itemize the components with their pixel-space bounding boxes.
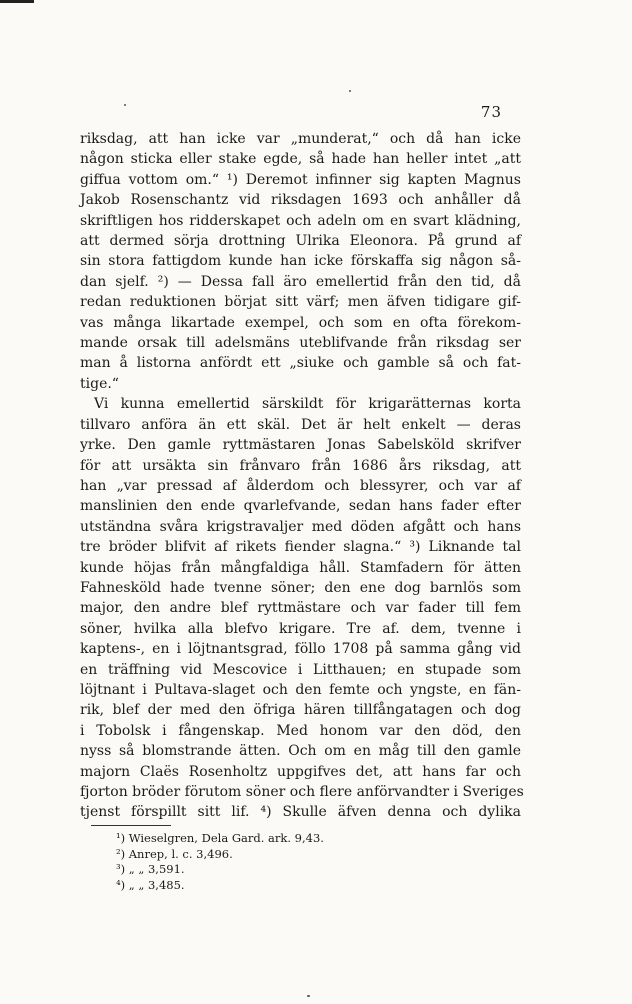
text-line: vas många likartade exempel, och som en ofta förekom- <box>80 314 521 331</box>
text-line: fjorton bröder förutom söner och flere anförvandter i Sveriges <box>80 784 524 800</box>
text-line: skriftligen hos ridderskapet och adeln om en svart klädning, <box>80 212 521 229</box>
footnote: ⁴) „ „ 3,485. <box>116 877 185 892</box>
text-line: tige.“ <box>80 375 119 392</box>
text-line: han „var pressad af ålderdom och blessyrer, och var af <box>80 477 521 494</box>
text-line: i Tobolsk i fångenskap. Med honom var den död, den <box>80 722 521 739</box>
text-line: yrke. Den gamle ryttmästaren Jonas Sabelsköld skrifver <box>80 437 521 454</box>
text-line: riksdag, att han icke var „munderat,“ och då han icke <box>80 131 521 147</box>
text-line: nyss så blomstrande ätten. Och om en måg till den gamle <box>80 743 521 760</box>
text-line: dan sjelf. ²) — Dessa fall äro emellertid från den tid, då <box>80 273 521 290</box>
text-line: redan reduktionen börjat sitt värf; men äfven tidigare gif- <box>80 294 521 311</box>
paper-speck <box>349 90 351 92</box>
text-line: Vi kunna emellertid särskildt för krigarätternas korta <box>94 396 521 413</box>
text-line: någon sticka eller stake egde, så hade han heller intet „att <box>80 151 521 168</box>
text-line: kaptens-, en i löjtnantsgrad, föllo 1708 på samma gång vid <box>80 641 521 658</box>
text-line: löjtnant i Pultava-slaget och den femte och yngste, en fän- <box>80 681 521 698</box>
text-line: sin stora fattigdom kunde han icke förskaffa sig någon så- <box>80 253 521 270</box>
footnote: ³) „ „ 3,591. <box>116 862 185 876</box>
text-line: att dermed sörja drottning Ulrika Eleonora. På grund af <box>80 233 521 250</box>
text-line: major, den andre blef ryttmästare och var fader till fem <box>80 600 521 617</box>
scan-edge-mark <box>0 0 34 3</box>
text-line: tre bröder blifvit af rikets fiender slagna.“ ³) Liknande tal <box>80 539 521 556</box>
text-line: man å listorna anfördt ett „siuke och gamble så och fat- <box>80 355 521 372</box>
footnote-divider <box>91 825 171 826</box>
text-line: söner, hvilka alla blefvo krigare. Tre af. dem, tvenne i <box>80 620 521 637</box>
paper-speck <box>307 995 310 997</box>
footnote: ¹) Wieselgren, Dela Gard. ark. 9,43. <box>116 831 324 845</box>
text-line: en träffning vid Mescovice i Litthauen; en stupade som <box>80 661 521 678</box>
text-line: mande orsak till adelsmäns uteblifvande från riksdag ser <box>80 335 521 352</box>
text-line: rik, blef der med den öfriga hären tillfångatagen och dog <box>80 702 521 719</box>
text-line: tillvaro anföra än ett skäl. Det är helt enkelt — deras <box>80 416 521 433</box>
footnotes <box>116 831 324 893</box>
text-line: majorn Claës Rosenholtz uppgifves det, att hans far och <box>80 763 521 780</box>
footnote: ²) Anrep, l. c. 3,496. <box>116 846 233 861</box>
paper-speck <box>124 104 126 106</box>
text-line: tjenst förspillt sitt lif. ⁴) Skulle äfven denna och dylika <box>80 804 521 821</box>
text-line: för att ursäkta sin frånvaro från 1686 års riksdag, att <box>80 457 521 474</box>
body-text <box>80 129 524 823</box>
text-line: Fahnesköld hade tvenne söner; den ene dog barnlös som <box>80 579 521 596</box>
page-number: 73 <box>480 103 502 121</box>
text-line: utständna svåra krigstravaljer med döden afgått och hans <box>80 518 521 535</box>
text-line: manslinien den ende qvarlefvande, sedan hans fader efter <box>80 498 521 515</box>
text-line: kunde höjas från mångfaldiga håll. Stamfadern för ätten <box>80 559 521 576</box>
text-line: giffua vottom om.“ ¹) Deremot infinner sig kapten Magnus <box>80 171 521 188</box>
text-line: Jakob Rosenschantz vid riksdagen 1693 och anhåller då <box>80 192 521 209</box>
